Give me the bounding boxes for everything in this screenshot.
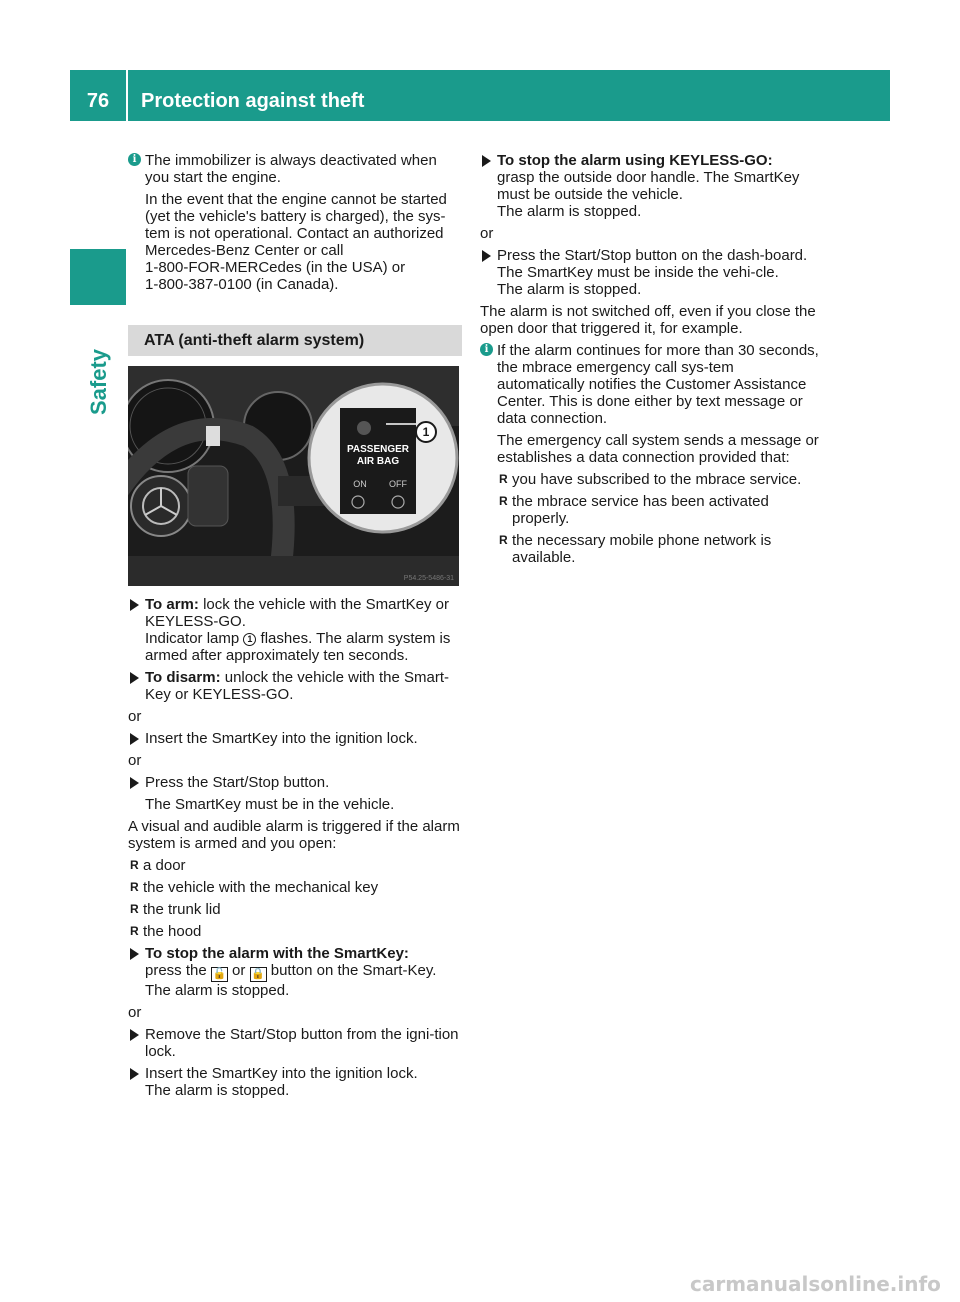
unlock-key-icon: 🔓 — [212, 968, 227, 980]
bullet-icon: R — [130, 858, 139, 872]
step-label: To disarm: — [145, 669, 221, 686]
bullet-item — [497, 493, 820, 527]
dashboard-figure — [128, 366, 459, 586]
or-text: or — [128, 1004, 142, 1021]
side-tab-label: Safety — [86, 348, 111, 415]
bullet-icon: R — [130, 880, 139, 894]
dashboard-illustration — [128, 366, 459, 586]
info-text: If the alarm continues for more than 30 seconds, the mbrace emergency call sys-tem automatically notifies the Customer Assistance Center. This is done either by text message or data connection. — [497, 342, 819, 427]
bullet-item — [497, 471, 820, 488]
info-icon: i — [128, 153, 141, 166]
arrow-icon — [130, 948, 139, 960]
info-icon: i — [480, 343, 493, 356]
callout-number: 1 — [243, 633, 256, 646]
page-title: Protection against theft — [141, 90, 365, 112]
lock-key-icon: 🔒 — [251, 968, 265, 980]
left-column — [128, 152, 462, 1104]
panel-label: PASSENGER — [346, 444, 410, 455]
bullet-icon: R — [130, 924, 139, 938]
bullet-icon: R — [499, 472, 508, 486]
step-label: To arm: — [145, 596, 199, 613]
step-text: grasp the outside door handle. The SmartKey must be outside the vehicle. — [497, 169, 800, 203]
info-phone: 1-800-FOR-MERCedes (in the USA) or — [145, 259, 406, 276]
arrow-icon — [130, 672, 139, 684]
bullet-item — [128, 879, 462, 896]
or-text: or — [128, 708, 142, 725]
step-insert-key-2 — [128, 1065, 462, 1099]
bullet-icon: R — [499, 533, 508, 547]
bullet-text: you have subscribed to the mbrace service. — [512, 471, 802, 488]
bullet-text: the trunk lid — [143, 901, 221, 918]
step-text: Press the Start/Stop button on the dash-board. The SmartKey must be inside the vehi-cle. — [497, 247, 808, 281]
step-text: Remove the Start/Stop button from the igni-tion lock. — [145, 1026, 459, 1060]
or-text: or — [480, 225, 494, 242]
step-remove-start — [128, 1026, 462, 1060]
info-text: The emergency call system sends a message or establishes a data connection provided that: — [497, 432, 819, 466]
bullet-text: the mbrace service has been activated properly. — [512, 493, 769, 527]
arrow-icon — [482, 250, 491, 262]
or-text: or — [128, 752, 142, 769]
callout-number: 1 — [422, 425, 430, 439]
step-stop-smartkey — [128, 945, 462, 999]
bullet-item — [497, 532, 820, 566]
info-text: In the event that the engine cannot be started (yet the vehicle's battery is charged), the sys-tem is not operational. Contact an authorized Mercedes-Benz Center or call — [145, 191, 447, 259]
arrow-icon — [130, 1029, 139, 1041]
bullet-icon: R — [499, 494, 508, 508]
info-phone: 1-800-387-0100 (in Canada). — [145, 276, 339, 293]
section-heading: ATA (anti-theft alarm system) — [128, 325, 462, 356]
bullet-text: the vehicle with the mechanical key — [143, 879, 379, 896]
step-text: Insert the SmartKey into the ignition lock. — [145, 730, 418, 747]
panel-off-label: OFF — [389, 479, 407, 489]
step-stop-keyless — [480, 152, 820, 220]
step-text: unlock the vehicle with the Smart-Key or KEYLESS-GO. — [145, 669, 450, 703]
bullet-icon: R — [130, 902, 139, 916]
figure-code: P54.25-5486-31 — [403, 575, 454, 582]
bullet-item — [128, 923, 462, 940]
bullet-item — [128, 901, 462, 918]
arrow-icon — [130, 733, 139, 745]
side-tab-marker — [70, 249, 126, 305]
step-press-start — [128, 774, 462, 791]
step-result: The alarm is stopped. — [497, 281, 642, 298]
right-column — [480, 152, 820, 571]
step-label: To stop the alarm with the SmartKey: — [145, 945, 409, 962]
step-text: flashes. The alarm system is armed after approximately ten seconds. — [145, 630, 451, 664]
step-note: The SmartKey must be in the vehicle. — [145, 796, 395, 813]
step-text: lock the vehicle with the SmartKey or KEYLESS-GO. — [145, 596, 450, 630]
step-text: Indicator lamp — [145, 630, 244, 647]
step-text: or — [227, 962, 250, 979]
step-text: Press the Start/Stop button. — [145, 774, 330, 791]
info-note-immobilizer — [128, 152, 462, 293]
step-press-dash — [480, 247, 820, 298]
step-disarm — [128, 669, 462, 703]
bullet-text: the necessary mobile phone network is available. — [512, 532, 772, 566]
info-note-mbrace — [480, 342, 820, 566]
arrow-icon — [130, 777, 139, 789]
step-result: The alarm is stopped. — [145, 982, 290, 999]
arrow-icon — [130, 1068, 139, 1080]
info-text: The immobilizer is always deactivated when you start the engine. — [145, 152, 437, 186]
bullet-item — [128, 857, 462, 874]
step-result: The alarm is stopped. — [145, 1082, 290, 1099]
watermark: carmanualsonline.info — [690, 1272, 941, 1296]
arrow-icon — [482, 155, 491, 167]
step-text: button on the Smart-Key. — [266, 962, 437, 979]
step-label: To stop the alarm using KEYLESS-GO: — [497, 152, 773, 169]
arrow-icon — [130, 599, 139, 611]
panel-label: AIR BAG — [356, 456, 400, 467]
note-text: The alarm is not switched off, even if you close the open door that triggered it, for example. — [480, 303, 816, 337]
step-arm — [128, 596, 462, 664]
panel-on-label: ON — [353, 479, 367, 489]
alarm-intro: A visual and audible alarm is triggered if the alarm system is armed and you open: — [128, 818, 460, 852]
step-text: press the — [145, 962, 211, 979]
header-divider — [126, 70, 128, 121]
page-number: 76 — [86, 90, 110, 112]
bullet-text: the hood — [143, 923, 202, 940]
step-insert-key — [128, 730, 462, 747]
step-text: Insert the SmartKey into the ignition lock. — [145, 1065, 418, 1082]
step-result: The alarm is stopped. — [497, 203, 642, 220]
bullet-text: a door — [143, 857, 186, 874]
